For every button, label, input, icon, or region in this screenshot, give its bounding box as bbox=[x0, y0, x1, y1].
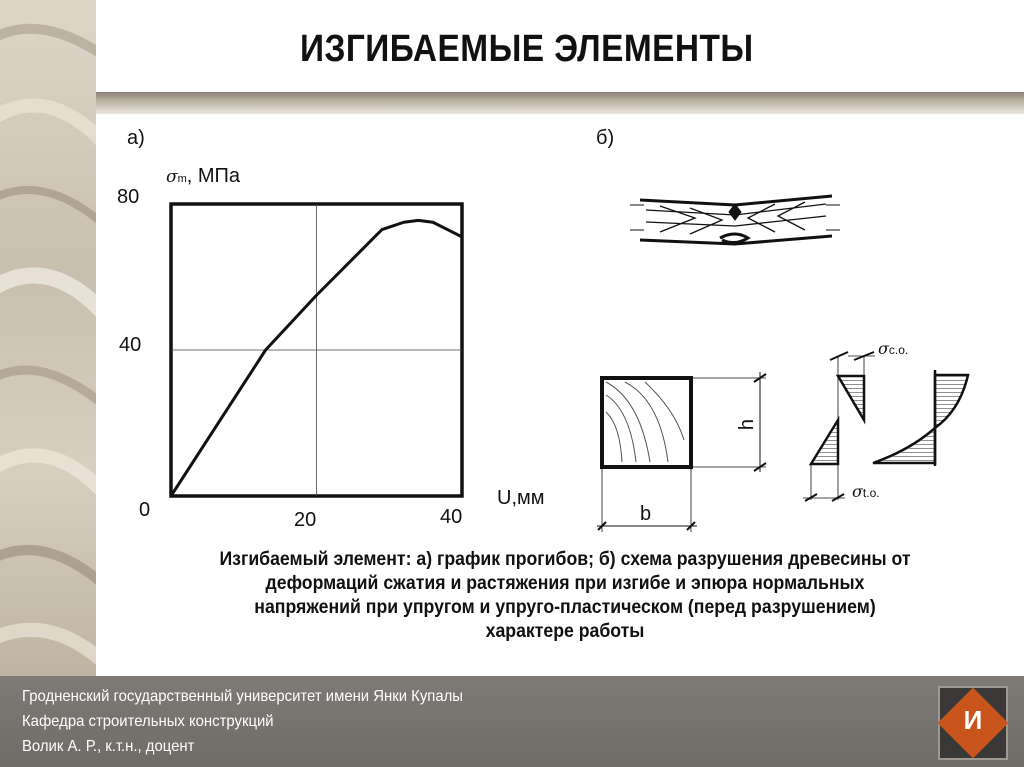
caption-line: деформаций сжатия и растяжения при изгибе и эпюра нормальных bbox=[265, 573, 865, 594]
x-tick-label: 0 bbox=[139, 499, 151, 521]
caption-line: характере работы bbox=[485, 621, 645, 642]
elastoplastic-stress-diagram bbox=[873, 370, 968, 466]
section-width-label: b bbox=[640, 503, 652, 525]
logo-letter: И bbox=[963, 705, 983, 735]
x-tick-label: 40 bbox=[440, 506, 463, 528]
x-tick-label: 20 bbox=[294, 509, 317, 531]
panel-b-label: б) bbox=[596, 127, 615, 149]
caption-line: Изгибаемый элемент: а) график прогибов; б) схема разрушения древесины от bbox=[219, 549, 911, 570]
section-height-label: h bbox=[736, 418, 759, 431]
department-logo bbox=[938, 686, 1008, 760]
beam-failure-scheme bbox=[630, 196, 840, 244]
x-axis-label: U,мм bbox=[497, 487, 545, 509]
author-name: Волик А. Р., к.т.н., доцент bbox=[22, 738, 195, 755]
figure-caption bbox=[160, 548, 969, 644]
cross-section bbox=[597, 372, 766, 532]
caption-line: напряжений при упругом и упруго-пластическом (перед разрушением) bbox=[254, 597, 876, 618]
tension-stress-label bbox=[852, 482, 880, 501]
compression-sigma: σ bbox=[878, 339, 889, 358]
tension-subscript: t.o. bbox=[862, 486, 880, 500]
y-axis-sigma: σ bbox=[166, 167, 178, 187]
panel-a-label: а) bbox=[127, 127, 145, 149]
compression-subscript: c.o. bbox=[888, 343, 909, 357]
y-axis-unit: , МПа bbox=[186, 165, 241, 187]
footer-bar bbox=[0, 676, 1024, 767]
tension-sigma: σ bbox=[852, 482, 863, 501]
y-axis-subscript: m bbox=[177, 173, 187, 185]
elastic-stress-diagram bbox=[803, 352, 875, 501]
slide-title: ИЗГИБАЕМЫЕ ЭЛЕМЕНТЫ bbox=[300, 28, 754, 70]
compression-stress-label bbox=[878, 339, 908, 358]
y-tick-label: 80 bbox=[117, 186, 140, 208]
university-name: Гродненский государственный университет имени Янки Купалы bbox=[22, 688, 463, 705]
department-name: Кафедра строительных конструкций bbox=[22, 713, 274, 730]
y-tick-label: 40 bbox=[119, 334, 142, 356]
